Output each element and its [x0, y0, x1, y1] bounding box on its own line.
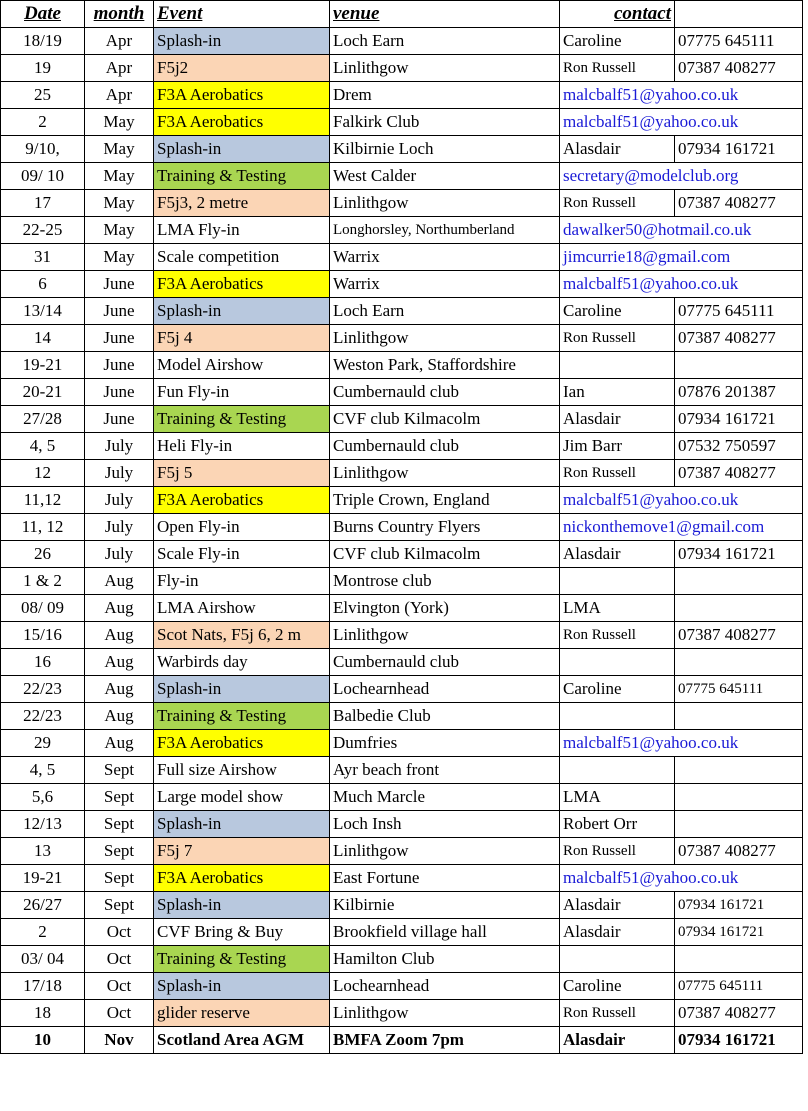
- venue-cell: CVF club Kilmacolm: [330, 406, 560, 433]
- table-row: [1, 784, 803, 811]
- month-cell: Apr: [85, 82, 154, 109]
- date-cell: 31: [1, 244, 85, 271]
- month-cell: Nov: [85, 1027, 154, 1054]
- venue-cell: Kilbirnie: [330, 892, 560, 919]
- header-date: Date: [1, 1, 85, 28]
- table-row: [1, 379, 803, 406]
- contact-phone-cell: [675, 649, 803, 676]
- table-row: [1, 217, 803, 244]
- month-cell: Oct: [85, 946, 154, 973]
- contact-name-cell: Ron Russell: [560, 190, 675, 217]
- month-cell: Aug: [85, 595, 154, 622]
- table-row: [1, 703, 803, 730]
- contact-name-cell: Alasdair: [560, 892, 675, 919]
- table-row: [1, 298, 803, 325]
- contact-email-cell[interactable]: malcbalf51@yahoo.co.uk: [560, 271, 803, 298]
- venue-cell: Linlithgow: [330, 55, 560, 82]
- table-row: [1, 892, 803, 919]
- table-row: [1, 28, 803, 55]
- event-cell: CVF Bring & Buy: [154, 919, 330, 946]
- table-row: [1, 541, 803, 568]
- venue-cell: Loch Earn: [330, 298, 560, 325]
- date-cell: 26: [1, 541, 85, 568]
- date-cell: 14: [1, 325, 85, 352]
- contact-email-cell[interactable]: secretary@modelclub.org: [560, 163, 803, 190]
- table-row: [1, 649, 803, 676]
- venue-cell: Brookfield village hall: [330, 919, 560, 946]
- date-cell: 19-21: [1, 352, 85, 379]
- contact-phone-cell: [675, 352, 803, 379]
- contact-name-cell: Caroline: [560, 28, 675, 55]
- event-cell: F3A Aerobatics: [154, 271, 330, 298]
- date-cell: 16: [1, 649, 85, 676]
- date-cell: 15/16: [1, 622, 85, 649]
- venue-cell: Dumfries: [330, 730, 560, 757]
- contact-phone-cell: 07876 201387: [675, 379, 803, 406]
- venue-cell: Much Marcle: [330, 784, 560, 811]
- month-cell: Sept: [85, 838, 154, 865]
- date-cell: 09/ 10: [1, 163, 85, 190]
- table-row: [1, 973, 803, 1000]
- contact-name-cell: Caroline: [560, 298, 675, 325]
- date-cell: 6: [1, 271, 85, 298]
- table-row: [1, 136, 803, 163]
- date-cell: 22/23: [1, 703, 85, 730]
- month-cell: May: [85, 244, 154, 271]
- contact-phone-cell: 07775 645111: [675, 973, 803, 1000]
- contact-phone-cell: 07775 645111: [675, 28, 803, 55]
- header-contact: contact: [560, 1, 675, 28]
- event-cell: Training & Testing: [154, 703, 330, 730]
- venue-cell: Lochearnhead: [330, 676, 560, 703]
- contact-name-cell: [560, 757, 675, 784]
- venue-cell: CVF club Kilmacolm: [330, 541, 560, 568]
- contact-email-cell[interactable]: malcbalf51@yahoo.co.uk: [560, 82, 803, 109]
- date-cell: 1 & 2: [1, 568, 85, 595]
- contact-name-cell: Alasdair: [560, 136, 675, 163]
- month-cell: July: [85, 487, 154, 514]
- month-cell: Aug: [85, 622, 154, 649]
- date-cell: 2: [1, 919, 85, 946]
- date-cell: 27/28: [1, 406, 85, 433]
- contact-phone-cell: [675, 595, 803, 622]
- event-cell: Scale competition: [154, 244, 330, 271]
- month-cell: Aug: [85, 676, 154, 703]
- venue-cell: Warrix: [330, 244, 560, 271]
- month-cell: July: [85, 514, 154, 541]
- contact-name-cell: Ron Russell: [560, 838, 675, 865]
- venue-cell: Balbedie Club: [330, 703, 560, 730]
- venue-cell: Warrix: [330, 271, 560, 298]
- contact-phone-cell: [675, 568, 803, 595]
- contact-name-cell: LMA: [560, 595, 675, 622]
- date-cell: 18/19: [1, 28, 85, 55]
- venue-cell: Elvington (York): [330, 595, 560, 622]
- contact-name-cell: Caroline: [560, 676, 675, 703]
- table-row: [1, 460, 803, 487]
- event-cell: Training & Testing: [154, 946, 330, 973]
- event-cell: LMA Airshow: [154, 595, 330, 622]
- venue-cell: West Calder: [330, 163, 560, 190]
- table-row: [1, 109, 803, 136]
- header-month: month: [85, 1, 154, 28]
- venue-cell: Drem: [330, 82, 560, 109]
- venue-cell: Cumbernauld club: [330, 433, 560, 460]
- month-cell: Apr: [85, 55, 154, 82]
- venue-cell: Montrose club: [330, 568, 560, 595]
- contact-phone-cell: 07387 408277: [675, 55, 803, 82]
- month-cell: June: [85, 406, 154, 433]
- contact-phone-cell: 07387 408277: [675, 325, 803, 352]
- date-cell: 5,6: [1, 784, 85, 811]
- event-cell: F5j3, 2 metre: [154, 190, 330, 217]
- date-cell: 22/23: [1, 676, 85, 703]
- contact-name-cell: Ron Russell: [560, 325, 675, 352]
- table-row: [1, 622, 803, 649]
- date-cell: 9/10,: [1, 136, 85, 163]
- event-cell: F3A Aerobatics: [154, 82, 330, 109]
- contact-name-cell: Ron Russell: [560, 1000, 675, 1027]
- venue-cell: Cumbernauld club: [330, 379, 560, 406]
- table-row: [1, 595, 803, 622]
- contact-name-cell: [560, 649, 675, 676]
- table-row: [1, 1000, 803, 1027]
- header-event: Event: [154, 1, 330, 28]
- contact-name-cell: Alasdair: [560, 541, 675, 568]
- contact-phone-cell: 07934 161721: [675, 892, 803, 919]
- contact-email-cell[interactable]: dawalker50@hotmail.co.uk: [560, 217, 803, 244]
- month-cell: Oct: [85, 973, 154, 1000]
- date-cell: 17: [1, 190, 85, 217]
- date-cell: 4, 5: [1, 757, 85, 784]
- date-cell: 22-25: [1, 217, 85, 244]
- table-row: [1, 514, 803, 541]
- venue-cell: BMFA Zoom 7pm: [330, 1027, 560, 1054]
- venue-cell: Weston Park, Staffordshire: [330, 352, 560, 379]
- table-row: [1, 811, 803, 838]
- header-blank: [675, 1, 803, 28]
- month-cell: Aug: [85, 730, 154, 757]
- date-cell: 13: [1, 838, 85, 865]
- month-cell: June: [85, 271, 154, 298]
- date-cell: 19: [1, 55, 85, 82]
- event-cell: Scot Nats, F5j 6, 2 m: [154, 622, 330, 649]
- event-cell: LMA Fly-in: [154, 217, 330, 244]
- event-cell: Scale Fly-in: [154, 541, 330, 568]
- month-cell: May: [85, 163, 154, 190]
- month-cell: Sept: [85, 784, 154, 811]
- month-cell: May: [85, 109, 154, 136]
- month-cell: Sept: [85, 865, 154, 892]
- contact-phone-cell: [675, 946, 803, 973]
- event-cell: F5j 4: [154, 325, 330, 352]
- month-cell: Aug: [85, 649, 154, 676]
- table-row: [1, 163, 803, 190]
- date-cell: 19-21: [1, 865, 85, 892]
- contact-email-cell[interactable]: jimcurrie18@gmail.com: [560, 244, 803, 271]
- contact-name-cell: [560, 568, 675, 595]
- venue-cell: Linlithgow: [330, 622, 560, 649]
- contact-phone-cell: 07934 161721: [675, 406, 803, 433]
- contact-phone-cell: 07775 645111: [675, 298, 803, 325]
- event-cell: F3A Aerobatics: [154, 730, 330, 757]
- event-cell: F3A Aerobatics: [154, 109, 330, 136]
- month-cell: July: [85, 433, 154, 460]
- event-cell: F3A Aerobatics: [154, 487, 330, 514]
- date-cell: 03/ 04: [1, 946, 85, 973]
- contact-email-cell[interactable]: malcbalf51@yahoo.co.uk: [560, 487, 803, 514]
- date-cell: 2: [1, 109, 85, 136]
- venue-cell: Falkirk Club: [330, 109, 560, 136]
- date-cell: 29: [1, 730, 85, 757]
- venue-cell: Linlithgow: [330, 190, 560, 217]
- table-row: [1, 568, 803, 595]
- table-row: [1, 1027, 803, 1054]
- contact-phone-cell: [675, 703, 803, 730]
- contact-phone-cell: 07934 161721: [675, 136, 803, 163]
- venue-cell: Linlithgow: [330, 838, 560, 865]
- table-row: [1, 244, 803, 271]
- event-cell: Model Airshow: [154, 352, 330, 379]
- month-cell: Sept: [85, 892, 154, 919]
- contact-name-cell: Robert Orr: [560, 811, 675, 838]
- venue-cell: Burns Country Flyers: [330, 514, 560, 541]
- table-row: [1, 352, 803, 379]
- event-cell: Large model show: [154, 784, 330, 811]
- date-cell: 08/ 09: [1, 595, 85, 622]
- contact-phone-cell: 07934 161721: [675, 1027, 803, 1054]
- contact-name-cell: Ron Russell: [560, 460, 675, 487]
- venue-cell: Ayr beach front: [330, 757, 560, 784]
- venue-cell: Hamilton Club: [330, 946, 560, 973]
- contact-name-cell: Alasdair: [560, 406, 675, 433]
- contact-name-cell: Alasdair: [560, 919, 675, 946]
- date-cell: 18: [1, 1000, 85, 1027]
- event-cell: glider reserve: [154, 1000, 330, 1027]
- month-cell: June: [85, 379, 154, 406]
- table-row: [1, 865, 803, 892]
- contact-phone-cell: [675, 757, 803, 784]
- event-cell: Fly-in: [154, 568, 330, 595]
- date-cell: 4, 5: [1, 433, 85, 460]
- table-row: [1, 82, 803, 109]
- contact-phone-cell: [675, 784, 803, 811]
- month-cell: Aug: [85, 703, 154, 730]
- month-cell: June: [85, 325, 154, 352]
- table-row: [1, 730, 803, 757]
- date-cell: 10: [1, 1027, 85, 1054]
- table-row: [1, 487, 803, 514]
- venue-cell: Linlithgow: [330, 325, 560, 352]
- venue-cell: Loch Earn: [330, 28, 560, 55]
- event-cell: Training & Testing: [154, 163, 330, 190]
- contact-phone-cell: 07532 750597: [675, 433, 803, 460]
- date-cell: 25: [1, 82, 85, 109]
- contact-phone-cell: 07387 408277: [675, 1000, 803, 1027]
- month-cell: May: [85, 190, 154, 217]
- contact-phone-cell: 07387 408277: [675, 460, 803, 487]
- contact-name-cell: LMA: [560, 784, 675, 811]
- table-row: [1, 55, 803, 82]
- month-cell: July: [85, 460, 154, 487]
- table-row: [1, 838, 803, 865]
- header-row: [1, 1, 803, 28]
- event-cell: F5j 5: [154, 460, 330, 487]
- month-cell: June: [85, 352, 154, 379]
- month-cell: Sept: [85, 757, 154, 784]
- contact-name-cell: Caroline: [560, 973, 675, 1000]
- contact-phone-cell: 07387 408277: [675, 622, 803, 649]
- contact-email-cell[interactable]: malcbalf51@yahoo.co.uk: [560, 109, 803, 136]
- date-cell: 20-21: [1, 379, 85, 406]
- contact-name-cell: Alasdair: [560, 1027, 675, 1054]
- event-cell: Open Fly-in: [154, 514, 330, 541]
- contact-phone-cell: 07934 161721: [675, 919, 803, 946]
- venue-cell: Lochearnhead: [330, 973, 560, 1000]
- event-cell: Warbirds day: [154, 649, 330, 676]
- event-cell: Scotland Area AGM: [154, 1027, 330, 1054]
- contact-phone-cell: 07387 408277: [675, 190, 803, 217]
- month-cell: May: [85, 217, 154, 244]
- month-cell: Oct: [85, 1000, 154, 1027]
- venue-cell: Kilbirnie Loch: [330, 136, 560, 163]
- event-cell: F5j2: [154, 55, 330, 82]
- table-row: [1, 757, 803, 784]
- contact-name-cell: [560, 703, 675, 730]
- event-cell: Splash-in: [154, 676, 330, 703]
- date-cell: 26/27: [1, 892, 85, 919]
- event-cell: Splash-in: [154, 811, 330, 838]
- date-cell: 17/18: [1, 973, 85, 1000]
- event-cell: Splash-in: [154, 298, 330, 325]
- event-cell: Splash-in: [154, 892, 330, 919]
- table-row: [1, 190, 803, 217]
- contact-email-cell[interactable]: malcbalf51@yahoo.co.uk: [560, 730, 803, 757]
- contact-name-cell: [560, 352, 675, 379]
- date-cell: 12/13: [1, 811, 85, 838]
- table-row: [1, 946, 803, 973]
- contact-phone-cell: 07387 408277: [675, 838, 803, 865]
- event-cell: Splash-in: [154, 136, 330, 163]
- contact-phone-cell: 07775 645111: [675, 676, 803, 703]
- month-cell: June: [85, 298, 154, 325]
- month-cell: Oct: [85, 919, 154, 946]
- venue-cell: Cumbernauld club: [330, 649, 560, 676]
- venue-cell: Longhorsley, Northumberland: [330, 217, 560, 244]
- table-row: [1, 676, 803, 703]
- date-cell: 13/14: [1, 298, 85, 325]
- date-cell: 12: [1, 460, 85, 487]
- contact-name-cell: [560, 946, 675, 973]
- date-cell: 11, 12: [1, 514, 85, 541]
- venue-cell: East Fortune: [330, 865, 560, 892]
- contact-phone-cell: 07934 161721: [675, 541, 803, 568]
- month-cell: Apr: [85, 28, 154, 55]
- event-cell: Training & Testing: [154, 406, 330, 433]
- contact-email-cell[interactable]: nickonthemove1@gmail.com: [560, 514, 803, 541]
- table-row: [1, 919, 803, 946]
- event-cell: Splash-in: [154, 28, 330, 55]
- contact-name-cell: Ron Russell: [560, 55, 675, 82]
- contact-name-cell: Ron Russell: [560, 622, 675, 649]
- month-cell: July: [85, 541, 154, 568]
- venue-cell: Triple Crown, England: [330, 487, 560, 514]
- venue-cell: Linlithgow: [330, 460, 560, 487]
- table-row: [1, 406, 803, 433]
- event-cell: F5j 7: [154, 838, 330, 865]
- contact-email-cell[interactable]: malcbalf51@yahoo.co.uk: [560, 865, 803, 892]
- event-cell: Fun Fly-in: [154, 379, 330, 406]
- table-row: [1, 433, 803, 460]
- event-cell: F3A Aerobatics: [154, 865, 330, 892]
- contact-name-cell: Ian: [560, 379, 675, 406]
- header-venue: venue: [330, 1, 560, 28]
- date-cell: 11,12: [1, 487, 85, 514]
- contact-phone-cell: [675, 811, 803, 838]
- venue-cell: Loch Insh: [330, 811, 560, 838]
- month-cell: May: [85, 136, 154, 163]
- month-cell: Aug: [85, 568, 154, 595]
- table-row: [1, 271, 803, 298]
- event-cell: Full size Airshow: [154, 757, 330, 784]
- venue-cell: Linlithgow: [330, 1000, 560, 1027]
- event-cell: Heli Fly-in: [154, 433, 330, 460]
- table-row: [1, 325, 803, 352]
- month-cell: Sept: [85, 811, 154, 838]
- event-cell: Splash-in: [154, 973, 330, 1000]
- contact-name-cell: Jim Barr: [560, 433, 675, 460]
